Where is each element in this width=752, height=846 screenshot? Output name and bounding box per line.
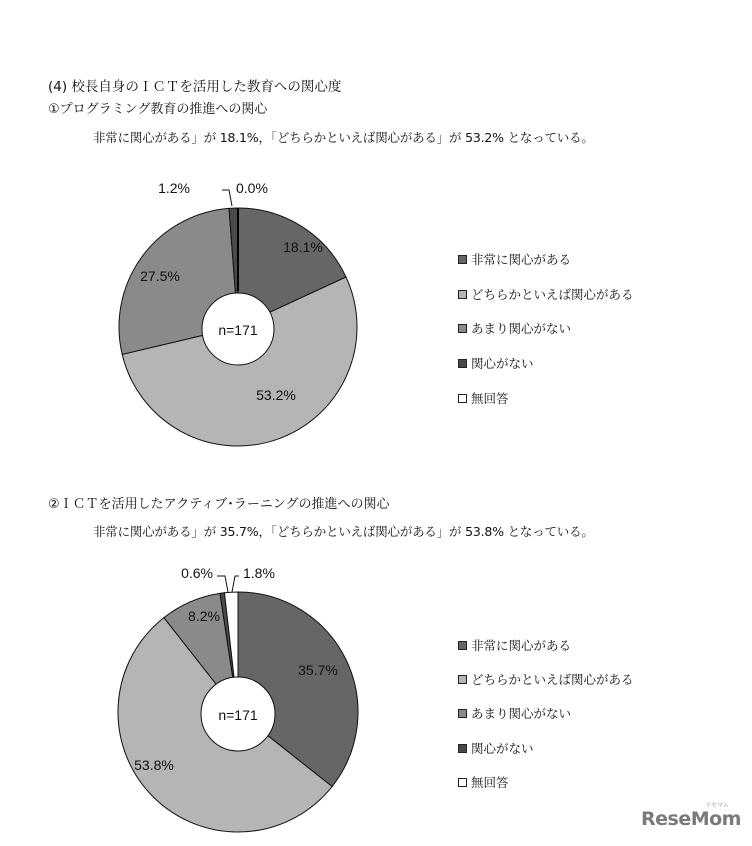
legend-label: あまり関心がない — [471, 321, 572, 336]
slice-value-label: 35.7% — [298, 662, 338, 678]
legend-item — [458, 637, 571, 653]
legend-swatch-icon — [458, 709, 467, 718]
legend-swatch-icon — [458, 359, 467, 368]
donut-center-label: n=171 — [218, 322, 258, 338]
legend-item — [458, 286, 634, 302]
legend-item — [458, 740, 534, 756]
legend-label: 非常に関心がある — [471, 252, 572, 267]
slice-callout-label: 0.6% — [181, 565, 213, 581]
chart2-description: 非常に関心がある」が 35.7%，「どちらかといえば関心がある」が 53.8% となっている。 — [93, 524, 594, 539]
section-title: (4) 校長自身のＩＣＴを活用した教育への関心度 — [48, 79, 342, 95]
legend-item — [458, 774, 509, 790]
legend-label: 関心がない — [471, 356, 534, 371]
resemom-logo: ReseMom — [641, 808, 741, 830]
legend-swatch-icon — [458, 641, 467, 650]
slice-callout-label: 1.8% — [243, 565, 275, 581]
slice-value-label: 53.8% — [134, 757, 174, 773]
callout-leader-line — [232, 576, 239, 592]
legend-item — [458, 355, 534, 371]
legend-swatch-icon — [458, 778, 467, 787]
legend-item — [458, 671, 634, 687]
legend-label: あまり関心がない — [471, 706, 572, 721]
donut-center-label: n=171 — [218, 707, 258, 723]
legend-swatch-icon — [458, 324, 467, 333]
legend-label: 無回答 — [471, 775, 509, 790]
slice-callout-label: 1.2% — [158, 180, 190, 196]
legend-swatch-icon — [458, 394, 467, 403]
chart1-subtitle: ①プログラミング教育の推進への関心 — [48, 102, 268, 117]
callout-leader-line — [217, 576, 228, 592]
chart2-subtitle: ②ＩＣＴを活用したアクティブ･ラーニングの推進への関心 — [48, 497, 390, 512]
slice-value-label: 27.5% — [140, 268, 180, 284]
donut-chart-active-learning — [118, 565, 358, 832]
legend-item — [458, 705, 571, 721]
chart1-description: 非常に関心がある」が 18.1%，「どちらかといえば関心がある」が 53.2% となっている。 — [93, 130, 594, 145]
slice-callout-label: 0.0% — [236, 180, 268, 196]
legend-label: どちらかといえば関心がある — [471, 287, 634, 302]
callout-leader-line — [222, 190, 232, 206]
slice-value-label: 18.1% — [283, 239, 323, 255]
legend-swatch-icon — [458, 675, 467, 684]
legend-swatch-icon — [458, 290, 467, 299]
legend-swatch-icon — [458, 255, 467, 264]
legend-item — [458, 320, 571, 336]
legend-label: 非常に関心がある — [471, 638, 572, 653]
slice-value-label: 8.2% — [188, 608, 220, 624]
legend-swatch-icon — [458, 744, 467, 753]
resemom-logo-kana: リセマム — [705, 802, 729, 809]
legend-item — [458, 390, 509, 406]
legend-item — [458, 251, 571, 267]
legend-label: 関心がない — [471, 741, 534, 756]
legend-label: 無回答 — [471, 391, 509, 406]
slice-value-label: 53.2% — [256, 387, 296, 403]
donut-chart-programming — [119, 180, 357, 446]
legend-label: どちらかといえば関心がある — [471, 672, 634, 687]
